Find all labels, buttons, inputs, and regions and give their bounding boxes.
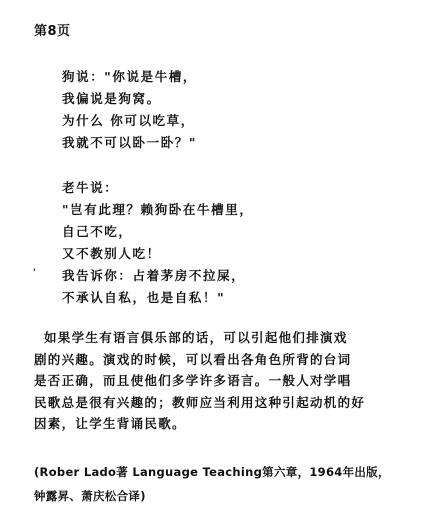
poem-line: 我告诉你：占着茅房不拉屎， <box>62 268 246 283</box>
poem-stanza-dog <box>62 66 197 154</box>
poem-line: 我偏说是狗窝。 <box>62 91 161 106</box>
poem-stanza-ox <box>62 177 253 309</box>
citation-line: 钟露昇、萧庆松合译) <box>34 489 146 503</box>
poem-line: 不承认自私，也是自私！" <box>62 290 226 305</box>
paragraph-line: 是否正确，而且使他们多学许多语言。一般人对学唱 <box>34 373 352 388</box>
poem-line: "岂有此理？赖狗卧在牛槽里， <box>62 202 254 217</box>
poem-line: 我就不可以卧一卧？" <box>62 135 198 150</box>
poem-line: 又不教别人吃！ <box>62 246 161 261</box>
poem-line: 自己不吃， <box>62 224 133 239</box>
paragraph-line: 民歌总是很有兴趣的；教师应当利用这种引起动机的好 <box>34 394 366 410</box>
paragraph-line: 剧的兴趣。演戏的时候，可以看出各角色所背的台词 <box>34 351 352 367</box>
paragraph-line: 因素，让学生背诵民歌。 <box>34 416 186 431</box>
poem-line: 狗说："你说是牛槽， <box>62 69 198 84</box>
body-paragraph <box>34 327 404 435</box>
poem-line: 老牛说： <box>62 180 119 195</box>
citation-line: (Rober Lado著 Language Teaching第六章，1964年出版， <box>34 465 390 479</box>
citation <box>34 460 390 508</box>
poem-line: 为什么 你可以吃草， <box>62 113 195 128</box>
stray-mark: ' <box>33 268 36 278</box>
page-number: 第8页 <box>34 24 71 39</box>
paragraph-line: 如果学生有语言俱乐部的话，可以引起他们排演戏 <box>44 330 348 345</box>
